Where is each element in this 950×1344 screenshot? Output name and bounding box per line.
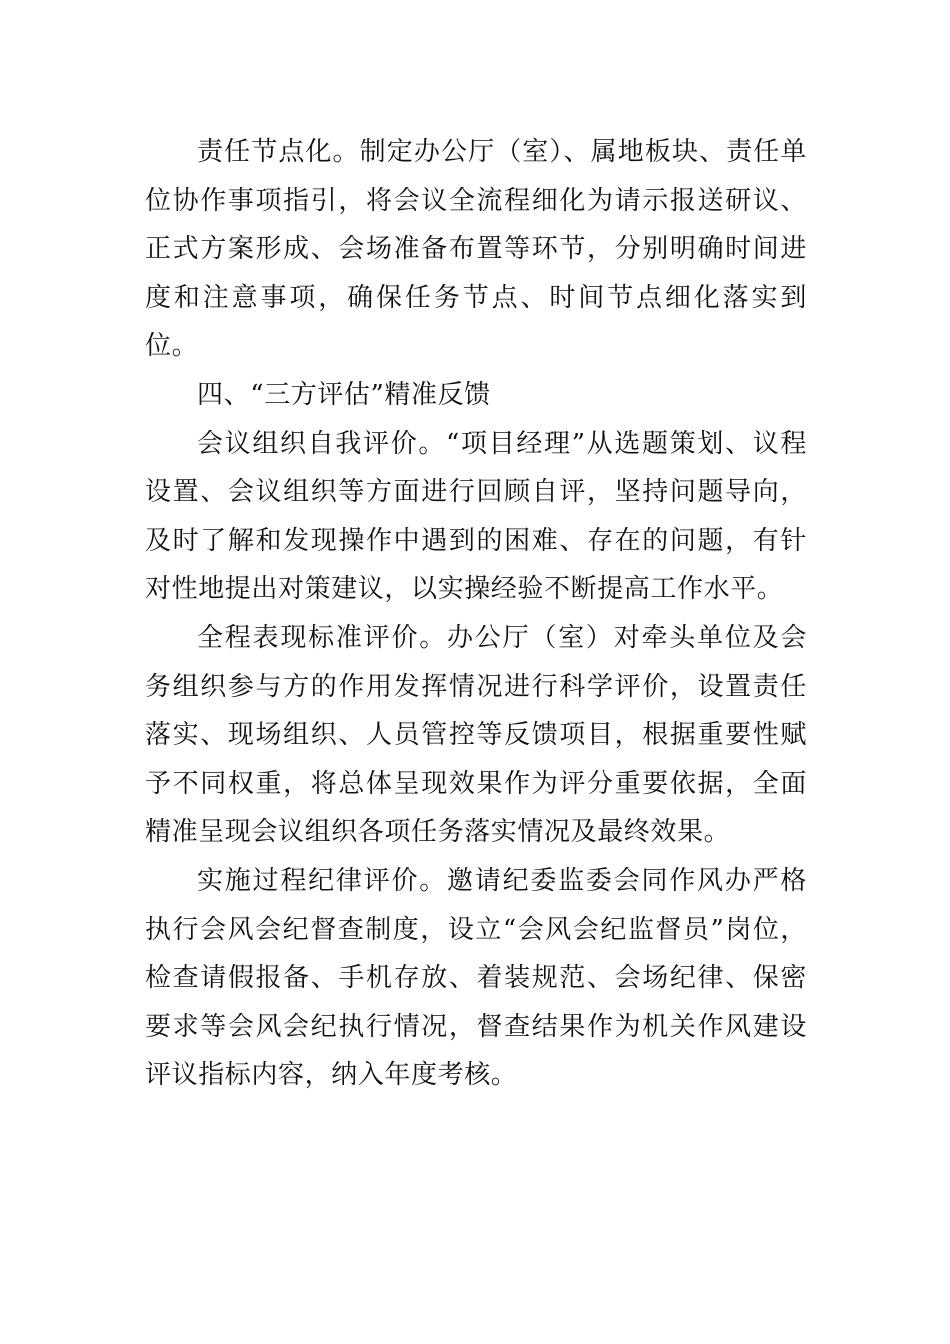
- document-body: [145, 128, 807, 1100]
- paragraph-discipline-evaluation: 实施过程纪律评价。邀请纪委监委会同作风办严格执行会风会纪督查制度，设立“会风会纪监督员”岗位，检查请假报备、手机存放、着装规范、会场纪律、保密要求等会风会纪执行情况，督查结果作为机关作风建设评议指标内容，纳入年度考核。: [145, 865, 807, 1091]
- section-heading-four: 四、“三方评估”精准反馈: [197, 379, 491, 410]
- paragraph-responsibility-nodes: 责任节点化。制定办公厅（室）、属地板块、责任单位协作事项指引，将会议全流程细化为请示报送研议、正式方案形成、会场准备布置等环节，分别明确时间进度和注意事项，确保任务节点、时间节点细化落实到位。: [145, 137, 807, 362]
- paragraph-standard-evaluation: 全程表现标准评价。办公厅（室）对牵头单位及会务组织参与方的作用发挥情况进行科学评价，设置责任落实、现场组织、人员管控等反馈项目，根据重要性赋予不同权重，将总体呈现效果作为评分重要依据，全面精准呈现会议组织各项任务落实情况及最终效果。: [145, 622, 807, 848]
- paragraph-self-evaluation: 会议组织自我评价。“项目经理”从选题策划、议程设置、会议组织等方面进行回顾自评，坚持问题导向，及时了解和发现操作中遇到的困难、存在的问题，有针对性地提出对策建议，以实操经验不断提高工作水平。: [145, 428, 807, 605]
